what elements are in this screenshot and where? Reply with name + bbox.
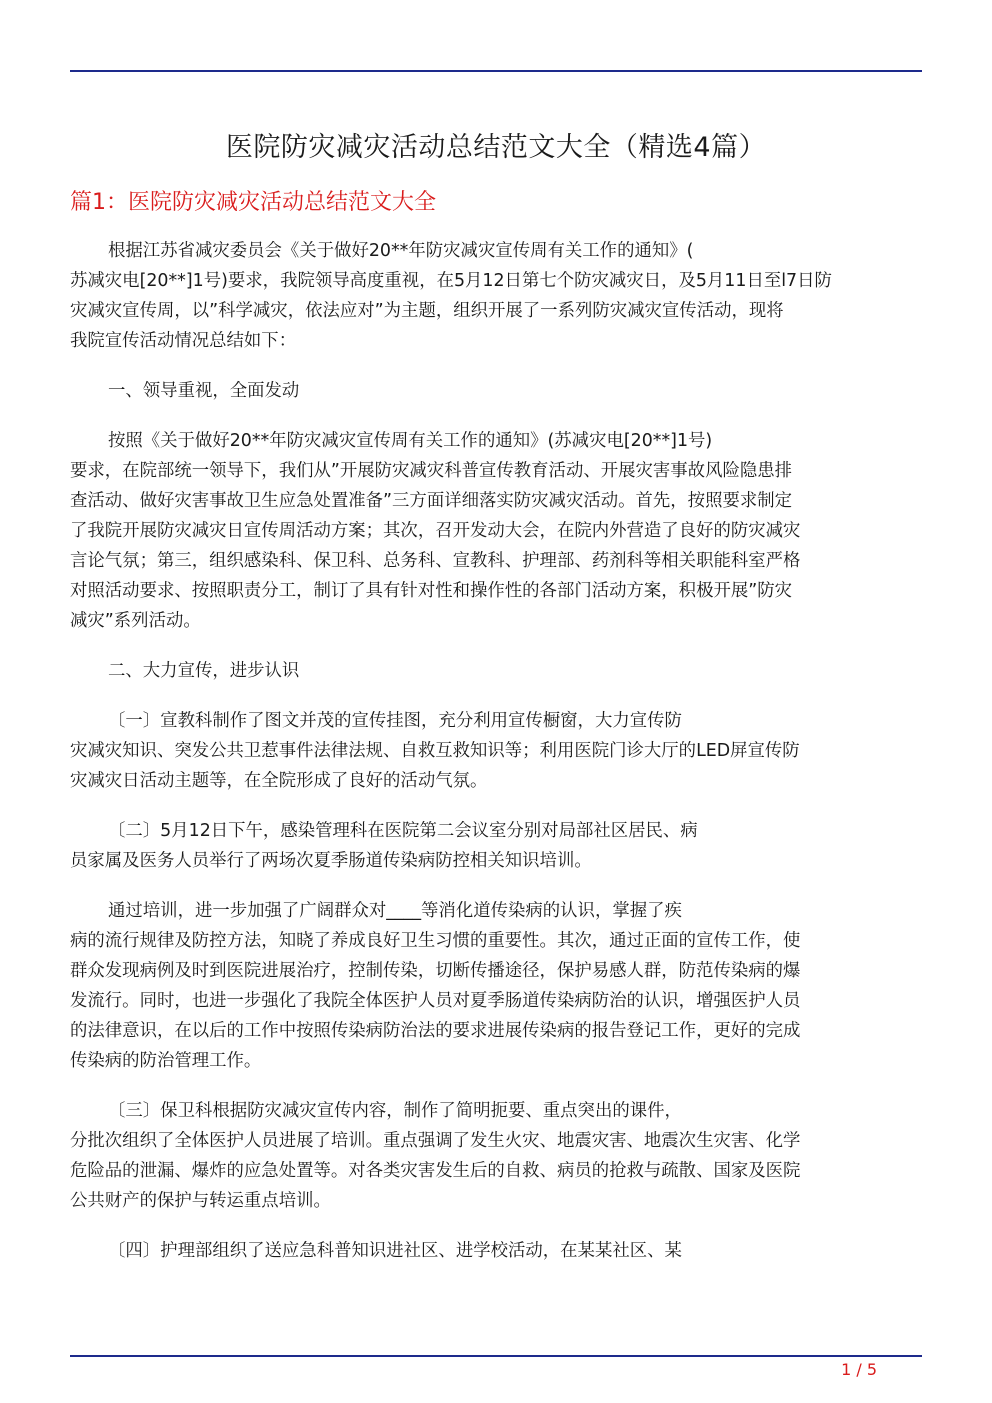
paragraph-line: 灾减灾日活动主题等，在全院形成了良好的活动气氛。 [70,771,488,791]
paragraph-line: 发流行。同时，也进一步强化了我院全体医护人员对夏季肠道传染病防治的认识，增强医护人员 [70,991,801,1011]
paragraph-line: 〔三〕保卫科根据防灾减灾宣传内容，制作了简明扼要、重点突出的课件， [108,1101,682,1121]
paragraph-line: 公共财产的保护与转运重点培训。 [70,1191,331,1211]
paragraph-line: 灾减灾知识、突发公共卫惹事件法律法规、自救互救知识等；利用医院门诊大厅的LED屏宣传防 [70,741,800,761]
paragraph-line: 减灾”系列活动。 [70,611,201,631]
paragraph-line: 〔一〕宣教科制作了图文并茂的宣传挂图，充分利用宣传橱窗，大力宣传防 [108,711,682,731]
paragraph-line: 分批次组织了全体医护人员进展了培训。重点强调了发生火灾、地震灾害、地震次生灾害、化学 [70,1131,801,1151]
paragraph-line: 言论气氛；第三，组织感染科、保卫科、总务科、宣教科、护理部、药剂科等相关职能科室严格 [70,551,801,571]
paragraph-line: 按照《关于做好20**年防灾减灾宣传周有关工作的通知》(苏减灾电[20**]1号) [108,431,713,451]
paragraph-line: 我院宣传活动情况总结如下： [70,331,297,351]
document-body [70,236,910,1286]
footer-rule [70,1355,922,1357]
paragraph [70,236,910,356]
paragraph [70,656,910,686]
paragraph [70,1236,910,1266]
paragraph-line: 要求，在院部统一领导下，我们从”开展防灾减灾科普宣传教育活动、开展灾害事故风险隐患排 [70,461,793,481]
paragraph-line: 根据江苏省减灾委员会《关于做好20**年防灾减灾宣传周有关工作的通知》( [108,241,694,261]
paragraph-line: 通过培训，进一步加强了广阔群众对____等消化道传染病的认识，掌握了疾 [108,901,682,921]
paragraph-line: 群众发现病例及时到医院进展治疗，控制传染，切断传播途径，保护易感人群，防范传染病的爆 [70,961,801,981]
paragraph [70,376,910,406]
document-title: 医院防灾减灾活动总结范文大全（精选4篇） [225,132,767,163]
paragraph [70,426,910,636]
paragraph-line: 病的流行规律及防控方法，知晓了养成良好卫生习惯的重要性。其次，通过正面的宣传工作，使 [70,931,801,951]
paragraph-line: 〔二〕5月12日下午，感染管理科在医院第二会议室分别对局部社区居民、病 [108,821,698,841]
paragraph-line: 传染病的防治管理工作。 [70,1051,262,1071]
paragraph-line: 查活动、做好灾害事故卫生应急处置准备”三方面详细落实防灾减灾活动。首先，按照要求制定 [70,491,793,511]
paragraph-line: 对照活动要求、按照职责分工，制订了具有针对性和操作性的各部门活动方案，积极开展”防灾 [70,581,793,601]
paragraph-line: 员家属及医务人员举行了两场次夏季肠道传染病防控相关知识培训。 [70,851,592,871]
paragraph [70,896,910,1076]
paragraph-line: 危险品的泄漏、爆炸的应急处置等。对各类灾害发生后的自救、病员的抢救与疏散、国家及医院 [70,1161,801,1181]
paragraph [70,706,910,796]
paragraph-line: 了我院开展防灾减灾日宣传周活动方案；其次，召开发动大会，在院内外营造了良好的防灾减灾 [70,521,801,541]
paragraph-line: 一、领导重视，全面发动 [108,381,300,401]
section-heading: 篇1：医院防灾减灾活动总结范文大全 [70,190,436,215]
paragraph-line: 〔四〕护理部组织了送应急科普知识进社区、进学校活动，在某某社区、某 [108,1241,682,1261]
header-rule [70,70,922,72]
paragraph [70,816,910,876]
paragraph-line: 二、大力宣传，进步认识 [108,661,300,681]
paragraph-line: 的法律意识，在以后的工作中按照传染病防治法的要求进展传染病的报告登记工作，更好的完成 [70,1021,801,1041]
page-number: 1 / 5 [841,1360,877,1379]
paragraph-line: 灾减灾宣传周，以”科学减灾，依法应对”为主题，组织开展了一系列防灾减灾宣传活动，现将 [70,301,784,321]
paragraph-line: 苏减灾电[20**]1号)要求，我院领导高度重视，在5月12日第七个防灾减灾日，及5月11日至l7日防 [70,271,832,291]
paragraph [70,1096,910,1216]
